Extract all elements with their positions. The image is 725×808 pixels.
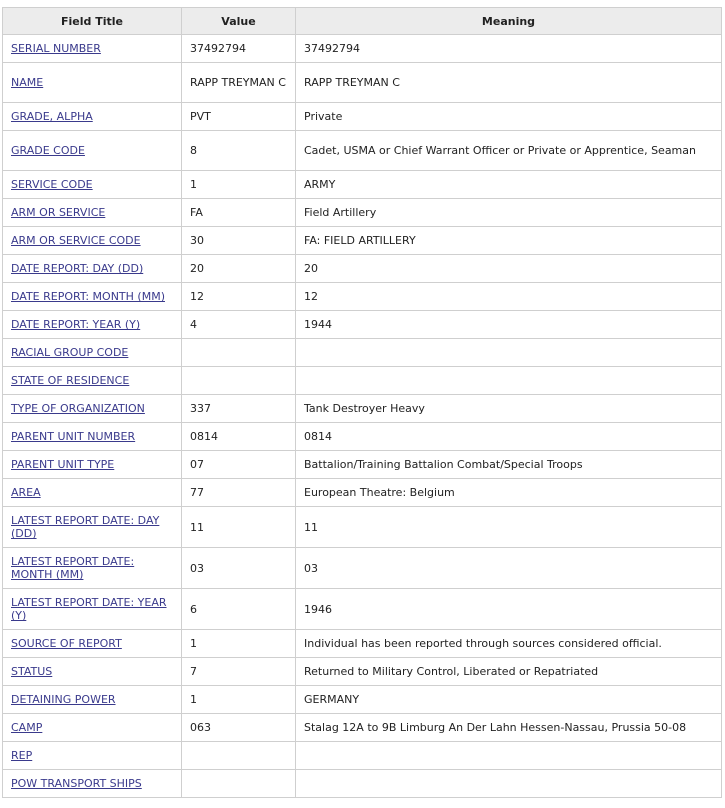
- value-cell: 77: [182, 479, 296, 507]
- field-title-cell: [3, 171, 182, 199]
- table-row: [3, 507, 722, 548]
- table-row: [3, 451, 722, 479]
- meaning-cell: [296, 339, 722, 367]
- field-title-cell: [3, 283, 182, 311]
- field-title-cell: [3, 714, 182, 742]
- meaning-cell: [296, 367, 722, 395]
- field-title-link[interactable]: CAMP: [11, 721, 43, 734]
- meaning-cell: 20: [296, 255, 722, 283]
- table-row: [3, 686, 722, 714]
- table-row: [3, 171, 722, 199]
- value-cell: [182, 770, 296, 798]
- field-title-link[interactable]: ARM OR SERVICE CODE: [11, 234, 141, 247]
- field-title-link[interactable]: SOURCE OF REPORT: [11, 637, 122, 650]
- field-title-cell: [3, 548, 182, 589]
- value-cell: 4: [182, 311, 296, 339]
- field-title-link[interactable]: GRADE CODE: [11, 144, 85, 157]
- value-cell: 37492794: [182, 35, 296, 63]
- field-title-cell: [3, 103, 182, 131]
- field-title-link[interactable]: AREA: [11, 486, 41, 499]
- table-row: [3, 63, 722, 103]
- meaning-cell: Individual has been reported through sources considered official.: [296, 630, 722, 658]
- field-title-link[interactable]: DATE REPORT: DAY (DD): [11, 262, 144, 275]
- table-row: [3, 367, 722, 395]
- table-row: [3, 395, 722, 423]
- column-header-value: Value: [182, 8, 296, 35]
- field-title-cell: [3, 686, 182, 714]
- field-title-link[interactable]: DATE REPORT: MONTH (MM): [11, 290, 165, 303]
- field-title-cell: [3, 423, 182, 451]
- field-title-cell: [3, 507, 182, 548]
- field-title-link[interactable]: PARENT UNIT TYPE: [11, 458, 115, 471]
- field-title-cell: [3, 770, 182, 798]
- table-row: [3, 714, 722, 742]
- meaning-cell: 1944: [296, 311, 722, 339]
- value-cell: FA: [182, 199, 296, 227]
- meaning-cell: Private: [296, 103, 722, 131]
- field-title-link[interactable]: LATEST REPORT DATE: DAY (DD): [11, 514, 160, 540]
- meaning-cell: Returned to Military Control, Liberated or Repatriated: [296, 658, 722, 686]
- table-row: [3, 103, 722, 131]
- table-header-row: [3, 8, 722, 35]
- table-row: [3, 630, 722, 658]
- value-cell: 20: [182, 255, 296, 283]
- meaning-cell: 37492794: [296, 35, 722, 63]
- field-title-cell: [3, 63, 182, 103]
- field-title-link[interactable]: TYPE OF ORGANIZATION: [11, 402, 145, 415]
- field-title-link[interactable]: SERVICE CODE: [11, 178, 93, 191]
- value-cell: 7: [182, 658, 296, 686]
- meaning-cell: Battalion/Training Battalion Combat/Special Troops: [296, 451, 722, 479]
- table-row: [3, 199, 722, 227]
- table-row: [3, 770, 722, 798]
- field-title-cell: [3, 339, 182, 367]
- field-title-link[interactable]: STATUS: [11, 665, 53, 678]
- field-title-cell: [3, 35, 182, 63]
- value-cell: 1: [182, 630, 296, 658]
- field-title-link[interactable]: DATE REPORT: YEAR (Y): [11, 318, 141, 331]
- value-cell: 8: [182, 131, 296, 171]
- value-cell: 337: [182, 395, 296, 423]
- field-title-cell: [3, 479, 182, 507]
- field-title-cell: [3, 255, 182, 283]
- field-title-cell: [3, 227, 182, 255]
- meaning-cell: [296, 742, 722, 770]
- field-title-cell: [3, 630, 182, 658]
- value-cell: 1: [182, 686, 296, 714]
- value-cell: 6: [182, 589, 296, 630]
- field-title-link[interactable]: RACIAL GROUP CODE: [11, 346, 129, 359]
- value-cell: [182, 367, 296, 395]
- value-cell: PVT: [182, 103, 296, 131]
- table-row: [3, 35, 722, 63]
- field-title-link[interactable]: DETAINING POWER: [11, 693, 116, 706]
- record-table: [2, 7, 722, 798]
- value-cell: 12: [182, 283, 296, 311]
- value-cell: 0814: [182, 423, 296, 451]
- table-row: [3, 311, 722, 339]
- table-row: [3, 227, 722, 255]
- table-row: [3, 255, 722, 283]
- field-title-cell: [3, 742, 182, 770]
- field-title-link[interactable]: LATEST REPORT DATE: MONTH (MM): [11, 555, 135, 581]
- table-row: [3, 589, 722, 630]
- field-title-cell: [3, 199, 182, 227]
- meaning-cell: GERMANY: [296, 686, 722, 714]
- field-title-cell: [3, 395, 182, 423]
- column-header-field-title: Field Title: [3, 8, 182, 35]
- field-title-link[interactable]: REP: [11, 749, 33, 762]
- meaning-cell: Stalag 12A to 9B Limburg An Der Lahn Hessen-Nassau, Prussia 50-08: [296, 714, 722, 742]
- table-row: [3, 131, 722, 171]
- value-cell: 07: [182, 451, 296, 479]
- field-title-link[interactable]: GRADE, ALPHA: [11, 110, 93, 123]
- value-cell: 1: [182, 171, 296, 199]
- record-table-container: [2, 7, 721, 798]
- meaning-cell: Cadet, USMA or Chief Warrant Officer or Private or Apprentice, Seaman: [296, 131, 722, 171]
- value-cell: [182, 339, 296, 367]
- meaning-cell: RAPP TREYMAN C: [296, 63, 722, 103]
- value-cell: 03: [182, 548, 296, 589]
- field-title-link[interactable]: STATE OF RESIDENCE: [11, 374, 130, 387]
- value-cell: 30: [182, 227, 296, 255]
- meaning-cell: FA: FIELD ARTILLERY: [296, 227, 722, 255]
- table-row: [3, 548, 722, 589]
- meaning-cell: 12: [296, 283, 722, 311]
- meaning-cell: European Theatre: Belgium: [296, 479, 722, 507]
- meaning-cell: 0814: [296, 423, 722, 451]
- table-row: [3, 742, 722, 770]
- field-title-link[interactable]: LATEST REPORT DATE: YEAR (Y): [11, 596, 167, 622]
- meaning-cell: 11: [296, 507, 722, 548]
- field-title-cell: [3, 311, 182, 339]
- field-title-link[interactable]: NAME: [11, 76, 44, 89]
- table-row: [3, 283, 722, 311]
- table-row: [3, 658, 722, 686]
- field-title-link[interactable]: ARM OR SERVICE: [11, 206, 106, 219]
- value-cell: 11: [182, 507, 296, 548]
- field-title-cell: [3, 451, 182, 479]
- column-header-meaning: Meaning: [296, 8, 722, 35]
- value-cell: RAPP TREYMAN C: [182, 63, 296, 103]
- meaning-cell: 1946: [296, 589, 722, 630]
- table-row: [3, 479, 722, 507]
- field-title-cell: [3, 658, 182, 686]
- value-cell: 063: [182, 714, 296, 742]
- table-row: [3, 423, 722, 451]
- field-title-link[interactable]: PARENT UNIT NUMBER: [11, 430, 136, 443]
- value-cell: [182, 742, 296, 770]
- meaning-cell: Field Artillery: [296, 199, 722, 227]
- meaning-cell: Tank Destroyer Heavy: [296, 395, 722, 423]
- field-title-link[interactable]: POW TRANSPORT SHIPS: [11, 777, 142, 790]
- field-title-cell: [3, 367, 182, 395]
- field-title-link[interactable]: SERIAL NUMBER: [11, 42, 101, 55]
- meaning-cell: [296, 770, 722, 798]
- meaning-cell: 03: [296, 548, 722, 589]
- meaning-cell: ARMY: [296, 171, 722, 199]
- field-title-cell: [3, 131, 182, 171]
- table-row: [3, 339, 722, 367]
- field-title-cell: [3, 589, 182, 630]
